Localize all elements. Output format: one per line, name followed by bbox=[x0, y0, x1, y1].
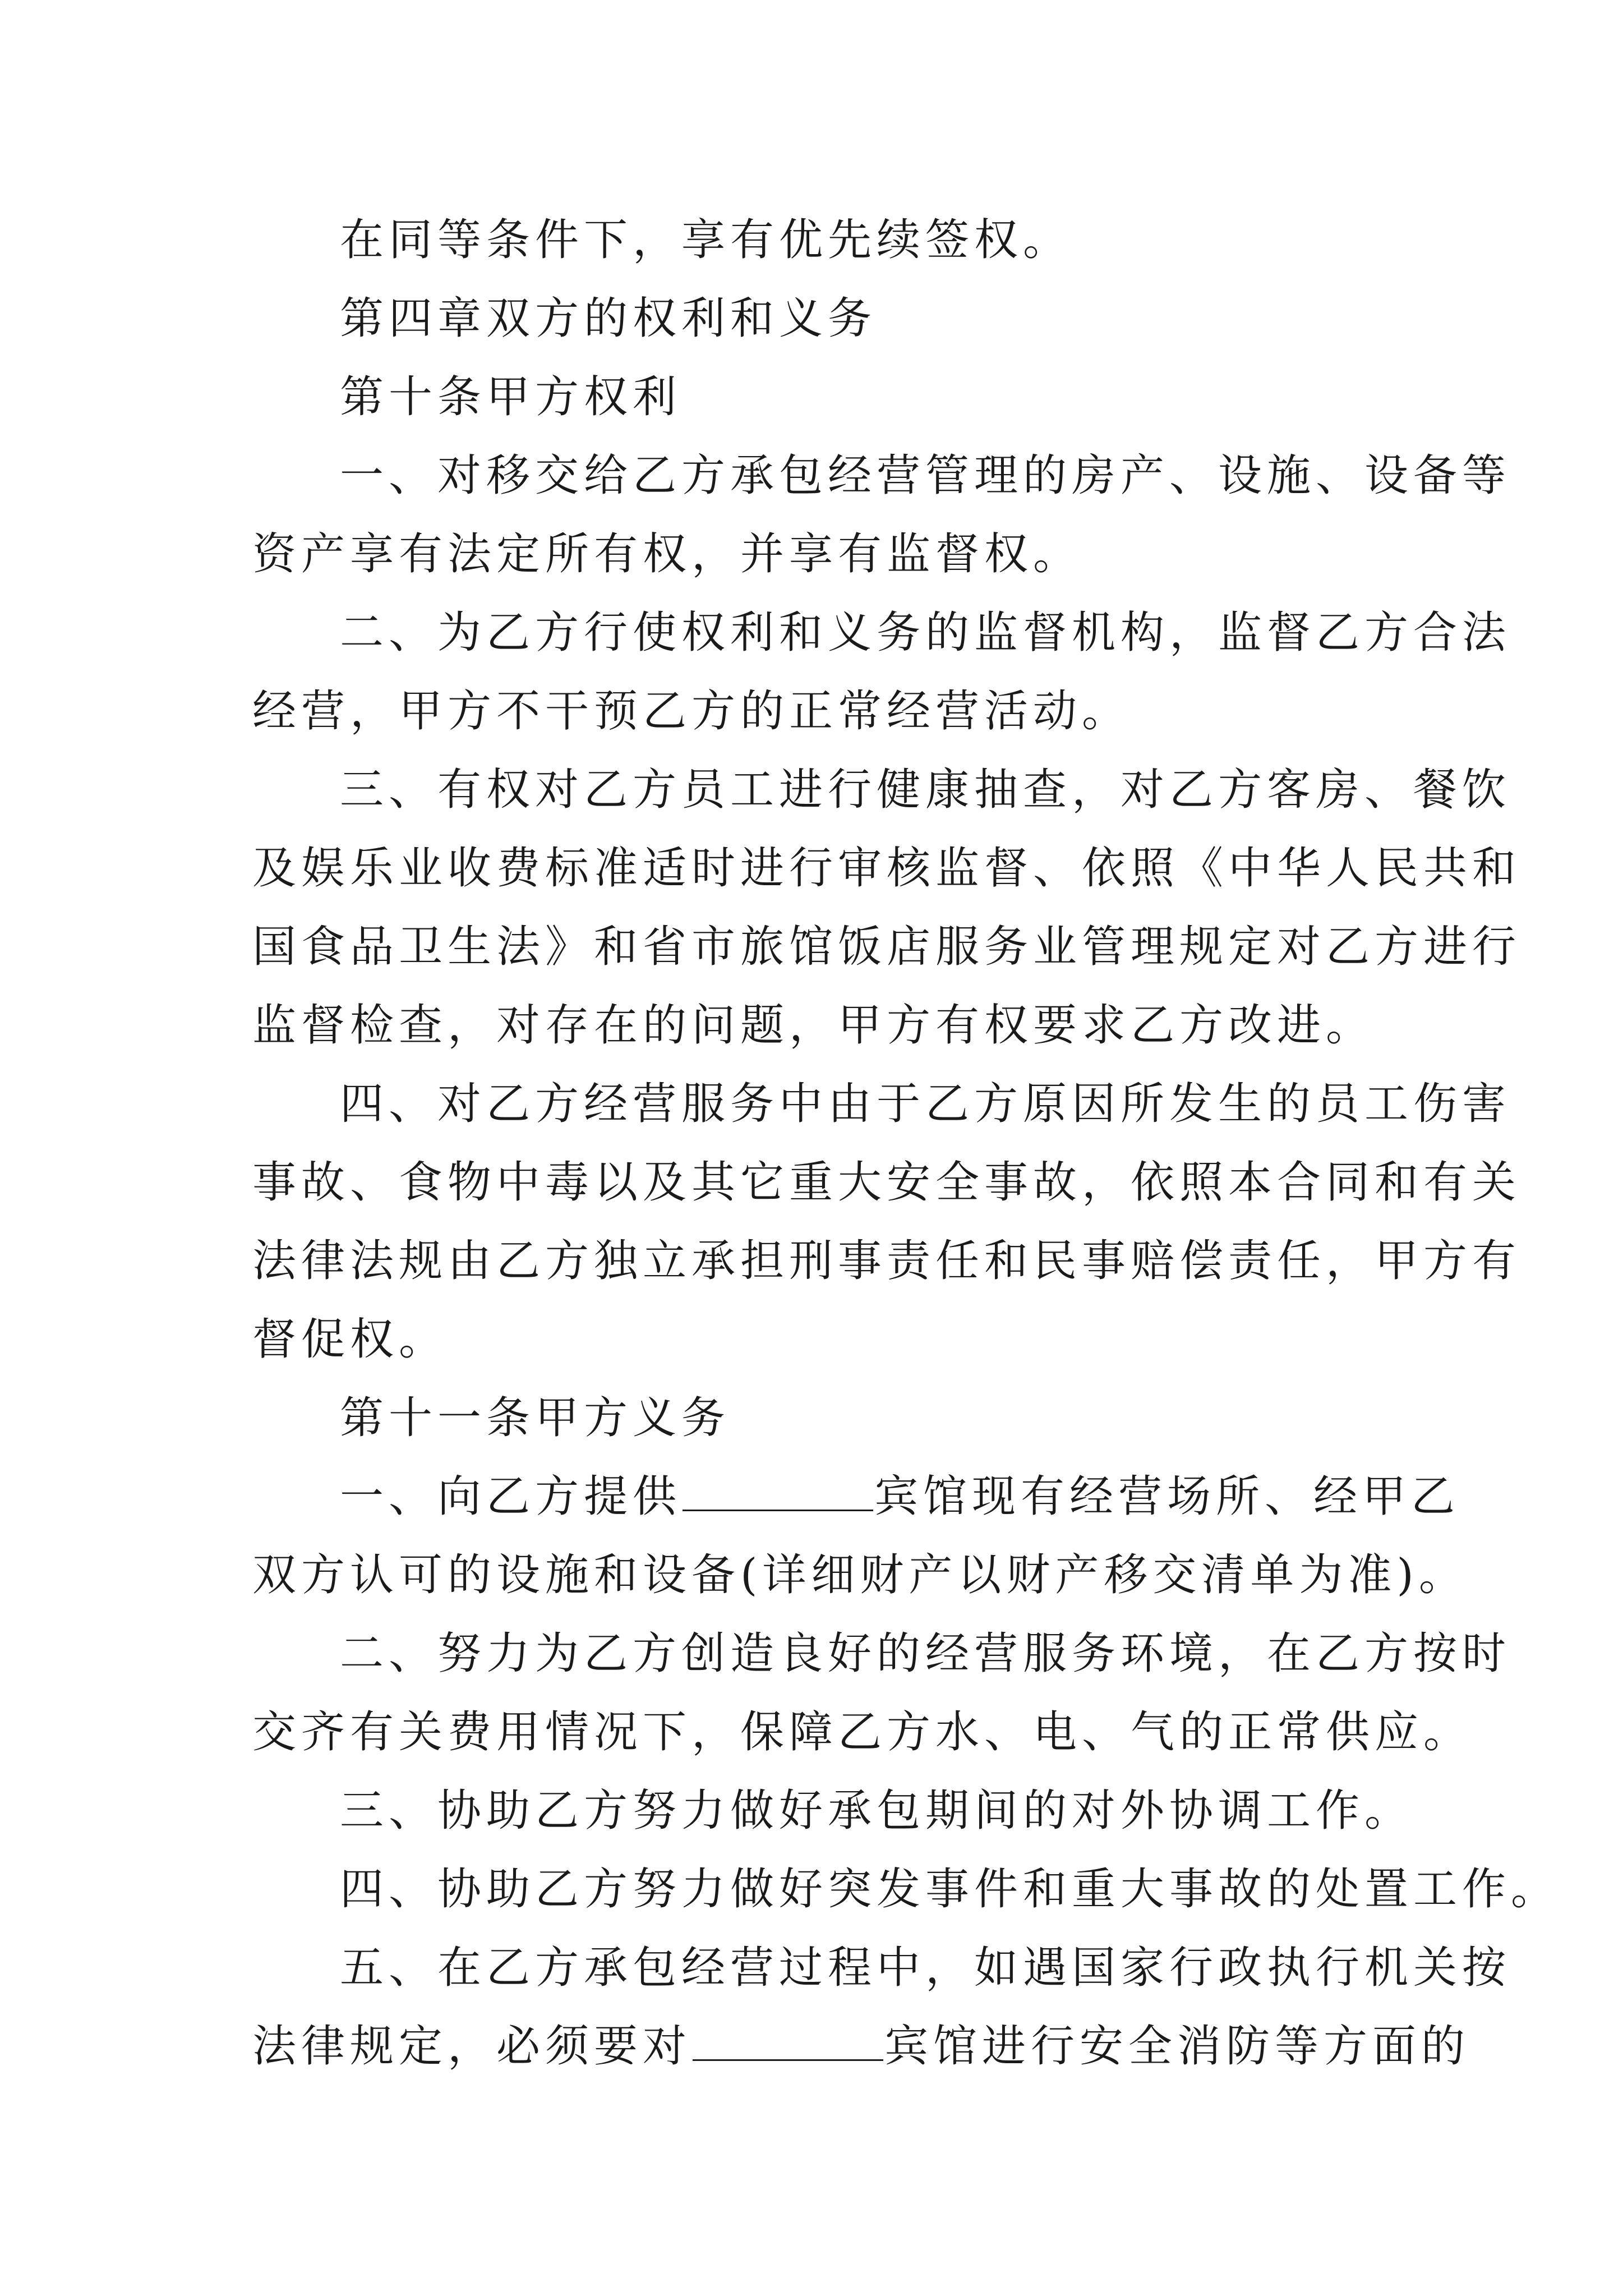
line-text: 一、向乙方提供 bbox=[340, 1471, 682, 1522]
line-text: 法律法规由乙方独立承担刑事责任和民事赔偿责任，甲方有 bbox=[252, 1236, 1521, 1286]
text-line bbox=[252, 672, 1380, 751]
line-text: 及娱乐业收费标准适时进行审核监督、依照《中华人民共和 bbox=[252, 843, 1521, 894]
text-line bbox=[252, 1929, 1511, 2007]
line-text: 法律规定，必须要对 bbox=[252, 2021, 692, 2072]
line-text: 四、协助乙方努力做好突发事件和重大事故的处置工作。 bbox=[340, 1864, 1560, 1915]
line-text: 资产享有法定所有权，并享有监督权。 bbox=[252, 529, 1082, 579]
text-line bbox=[252, 1222, 1521, 1300]
text-line bbox=[252, 1065, 1511, 1143]
line-text: 一、对移交给乙方承包经营管理的房产、设施、设备等 bbox=[340, 450, 1511, 501]
document-page bbox=[252, 201, 1560, 2086]
text-line bbox=[252, 2007, 1470, 2086]
article-heading bbox=[252, 1379, 1380, 1457]
text-line bbox=[252, 201, 1380, 279]
text-line bbox=[252, 436, 1511, 515]
line-text: 在同等条件下，享有优先续签权。 bbox=[340, 215, 1072, 265]
text-line bbox=[252, 1143, 1521, 1222]
line-text: 五、在乙方承包经营过程中，如遇国家行政执行机关按 bbox=[340, 1943, 1511, 1993]
line-text: 宾馆进行安全消防等方面的 bbox=[884, 2021, 1470, 2072]
text-line bbox=[252, 1457, 1460, 1536]
text-line bbox=[252, 1850, 1560, 1929]
line-text: 双方认可的设施和设备(详细财产以财产移交清单为准)。 bbox=[252, 1550, 1468, 1600]
text-line bbox=[252, 1693, 1473, 1772]
line-text: 交齐有关费用情况下，保障乙方水、电、气的正常供应。 bbox=[252, 1707, 1473, 1757]
text-line bbox=[252, 829, 1521, 908]
text-line bbox=[252, 908, 1521, 986]
line-text: 二、努力为乙方创造良好的经营服务环境，在乙方按时 bbox=[340, 1628, 1511, 1679]
line-text: 四、对乙方经营服务中由于乙方原因所发生的员工伤害 bbox=[340, 1079, 1511, 1129]
text-line bbox=[252, 593, 1511, 672]
fill-in-blank[interactable] bbox=[683, 1470, 873, 1511]
text-line bbox=[252, 515, 1380, 593]
article-heading bbox=[252, 358, 1380, 436]
line-text: 三、有权对乙方员工进行健康抽查，对乙方客房、餐饮 bbox=[340, 765, 1511, 815]
line-text: 经营，甲方不干预乙方的正常经营活动。 bbox=[252, 686, 1131, 737]
line-text: 第十一条甲方义务 bbox=[340, 1393, 731, 1443]
line-text: 第十条甲方权利 bbox=[340, 372, 682, 422]
line-text: 宾馆现有经营场所、经甲乙 bbox=[874, 1471, 1460, 1522]
line-text: 第四章双方的权利和义务 bbox=[340, 293, 877, 344]
text-line bbox=[252, 751, 1511, 829]
line-text: 国食品卫生法》和省市旅馆饭店服务业管理规定对乙方进行 bbox=[252, 922, 1521, 972]
text-line bbox=[252, 1772, 1414, 1850]
text-line bbox=[252, 1536, 1468, 1614]
text-line bbox=[252, 1300, 1380, 1379]
fill-in-blank[interactable] bbox=[693, 2020, 883, 2061]
line-text: 二、为乙方行使权利和义务的监督机构，监督乙方合法 bbox=[340, 608, 1511, 658]
chapter-heading bbox=[252, 279, 1380, 358]
text-line bbox=[252, 1614, 1511, 1693]
line-text: 监督检查，对存在的问题，甲方有权要求乙方改进。 bbox=[252, 1000, 1375, 1051]
line-text: 三、协助乙方努力做好承包期间的对外协调工作。 bbox=[340, 1786, 1414, 1836]
text-line bbox=[252, 986, 1380, 1065]
line-text: 事故、食物中毒以及其它重大安全事故，依照本合同和有关 bbox=[252, 1157, 1521, 1208]
line-text: 督促权。 bbox=[252, 1314, 448, 1365]
